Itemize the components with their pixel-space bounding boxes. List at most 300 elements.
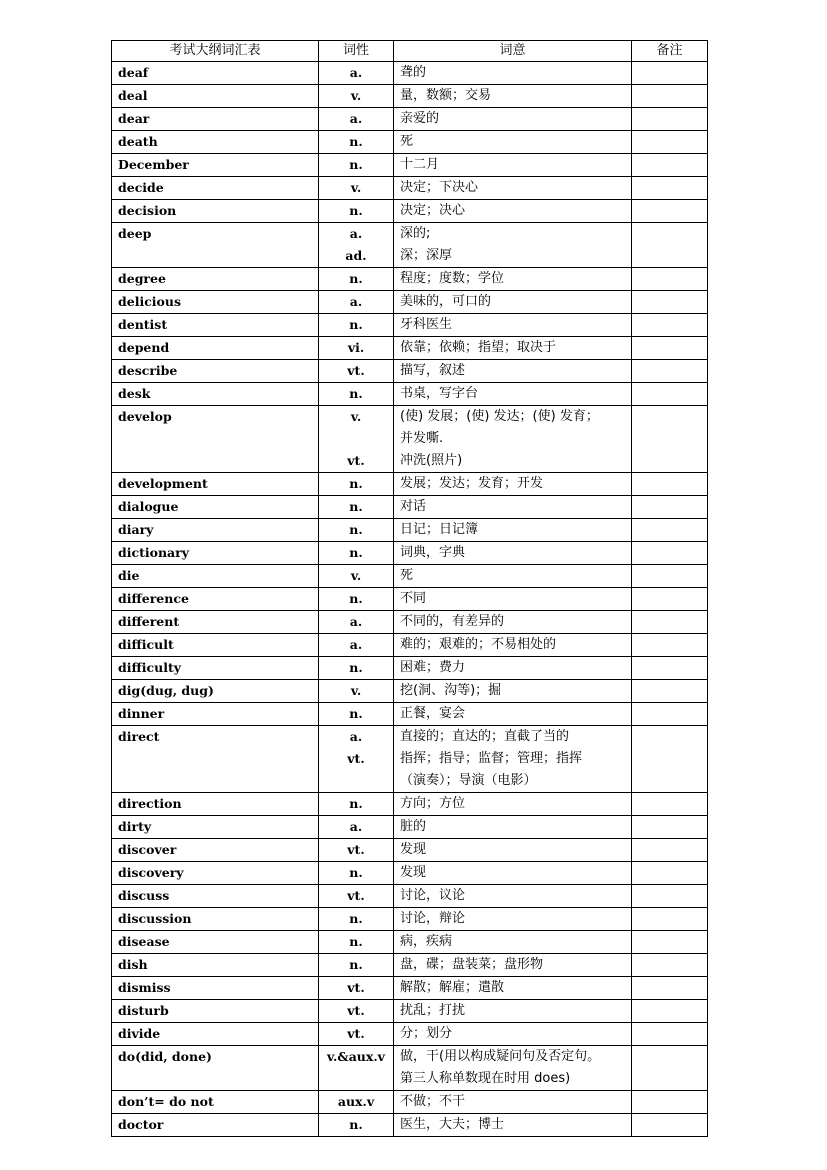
meaning: 挖(洞、沟等)；掘 [400,683,502,698]
meaning-cell [394,1046,632,1091]
table-row [112,473,708,496]
meaning: 书桌，写字台 [400,386,479,401]
meaning: 正餐，宴会 [400,706,466,721]
table-row [112,954,708,977]
vocab-word: death [112,131,319,154]
table-body [112,62,708,1137]
part-of-speech-cell [319,131,394,154]
meaning-cell [394,268,632,291]
vocab-word: divide [112,1023,319,1046]
vocab-word: diary [112,519,319,542]
meaning: 病，疾病 [400,934,453,949]
meaning: 不同 [400,591,427,606]
part-of-speech: vt. [347,1026,365,1041]
table-row [112,360,708,383]
vocab-word: discuss [112,885,319,908]
table-row [112,85,708,108]
vocab-word: discovery [112,862,319,885]
meaning-cell [394,908,632,931]
meaning: 冲洗(照片) [400,453,463,468]
vocab-word: dialogue [112,496,319,519]
note-cell [632,565,708,588]
meaning: 难的；艰难的；不易相处的 [400,637,557,652]
part-of-speech: n. [349,796,363,811]
part-of-speech-cell [319,703,394,726]
part-of-speech: vt. [347,751,365,766]
part-of-speech-cell [319,908,394,931]
part-of-speech-cell [319,383,394,406]
table-row [112,223,708,268]
part-of-speech: vt. [347,888,365,903]
meaning: 方向；方位 [400,796,466,811]
part-of-speech-cell [319,680,394,703]
table-row [112,611,708,634]
part-of-speech-cell [319,588,394,611]
note-cell [632,703,708,726]
meaning-cell [394,657,632,680]
table-row [112,634,708,657]
part-of-speech-cell [319,931,394,954]
meaning: 对话 [400,499,427,514]
meaning: 扰乱；打扰 [400,1003,466,1018]
meaning-cell [394,154,632,177]
part-of-speech: n. [349,522,363,537]
meaning-cell [394,360,632,383]
part-of-speech: a. [349,65,363,80]
part-of-speech-cell [319,542,394,565]
part-of-speech-cell [319,154,394,177]
meaning-cell [394,954,632,977]
vocab-word: dinner [112,703,319,726]
part-of-speech: n. [349,706,363,721]
part-of-speech [325,428,387,450]
table-row [112,177,708,200]
header-pos: 词性 [319,41,394,62]
note-cell [632,519,708,542]
meaning-cell [394,977,632,1000]
vocab-word: delicious [112,291,319,314]
meaning-cell [394,85,632,108]
table-header-row [112,41,708,62]
meaning-cell [394,1023,632,1046]
table-row [112,680,708,703]
note-cell [632,793,708,816]
part-of-speech-cell [319,1091,394,1114]
meaning-cell [394,726,632,793]
part-of-speech-cell [319,839,394,862]
part-of-speech-cell [319,85,394,108]
part-of-speech-cell [319,816,394,839]
part-of-speech: n. [349,499,363,514]
vocab-word: dentist [112,314,319,337]
meaning: 牙科医生 [400,317,453,332]
table-row [112,1023,708,1046]
part-of-speech-cell [319,634,394,657]
meaning: 死 [400,134,414,149]
meaning: 做，干(用以构成疑问句及否定句。 [400,1049,601,1064]
part-of-speech-cell [319,108,394,131]
part-of-speech: n. [349,660,363,675]
meaning-cell [394,816,632,839]
meaning-cell [394,680,632,703]
note-cell [632,473,708,496]
meaning: 量，数额；交易 [400,88,492,103]
meaning: 十二月 [400,157,440,172]
table-row [112,839,708,862]
vocab-word: deep [112,223,319,268]
table-row [112,383,708,406]
vocab-word: difference [112,588,319,611]
part-of-speech-cell [319,862,394,885]
table-row [112,793,708,816]
meaning: 不做；不干 [400,1094,466,1109]
note-cell [632,862,708,885]
meaning: 决定；下决心 [400,180,479,195]
note-cell [632,588,708,611]
vocab-word: depend [112,337,319,360]
part-of-speech-cell [319,519,394,542]
table-row [112,337,708,360]
part-of-speech: v.&aux.v [327,1049,385,1064]
part-of-speech-cell [319,200,394,223]
meaning-cell [394,793,632,816]
meaning: 第三人称单数现在时用 does) [400,1071,571,1086]
meaning-cell [394,291,632,314]
note-cell [632,131,708,154]
meaning-cell [394,839,632,862]
vocab-word: don’t= do not [112,1091,319,1114]
part-of-speech-cell [319,885,394,908]
part-of-speech-cell [319,291,394,314]
vocab-word: different [112,611,319,634]
meaning: 词典，字典 [400,545,466,560]
note-cell [632,85,708,108]
table-row [112,200,708,223]
part-of-speech-cell [319,62,394,85]
note-cell [632,200,708,223]
meaning: 讨论，议论 [400,888,466,903]
part-of-speech: a. [349,111,363,126]
meaning: 聋的 [400,65,427,80]
meaning-cell [394,542,632,565]
part-of-speech: vt. [347,453,365,468]
meaning: 指挥；指导；监督；管理；指挥 [400,751,583,766]
note-cell [632,634,708,657]
part-of-speech-cell [319,268,394,291]
part-of-speech-cell [319,977,394,1000]
note-cell [632,680,708,703]
vocab-word: difficult [112,634,319,657]
part-of-speech-cell [319,657,394,680]
table-row [112,268,708,291]
part-of-speech: n. [349,386,363,401]
vocab-word: desk [112,383,319,406]
vocab-word: describe [112,360,319,383]
table-row [112,406,708,473]
part-of-speech: vi. [347,340,365,355]
meaning: 决定；决心 [400,203,466,218]
meaning-cell [394,406,632,473]
table-row [112,291,708,314]
table-row [112,1114,708,1137]
part-of-speech: v. [350,180,362,195]
meaning: 深；深厚 [400,248,453,263]
part-of-speech: a. [349,226,363,241]
vocab-word: December [112,154,319,177]
part-of-speech: n. [349,157,363,172]
part-of-speech: a. [349,637,363,652]
meaning-cell [394,383,632,406]
meaning: 盘，碟；盘装菜；盘形物 [400,957,544,972]
note-cell [632,726,708,793]
header-meaning: 词意 [394,41,632,62]
meaning-cell [394,1091,632,1114]
vocab-word: discussion [112,908,319,931]
meaning: (使) 发展；(使) 发达；(使) 发育； [400,409,599,424]
vocab-word: die [112,565,319,588]
part-of-speech: vt. [347,1003,365,1018]
meaning: 讨论，辩论 [400,911,466,926]
part-of-speech: a. [349,614,363,629]
part-of-speech-cell [319,565,394,588]
vocabulary-table [111,40,708,1137]
vocab-word: develop [112,406,319,473]
part-of-speech [325,770,387,792]
meaning: 发现 [400,865,427,880]
table-row [112,154,708,177]
part-of-speech: n. [349,317,363,332]
table-row [112,108,708,131]
note-cell [632,337,708,360]
vocab-word: dish [112,954,319,977]
table-row [112,62,708,85]
note-cell [632,360,708,383]
part-of-speech: a. [349,729,363,744]
meaning: 脏的 [400,819,427,834]
meaning-cell [394,223,632,268]
meaning: 描写，叙述 [400,363,466,378]
table-row [112,703,708,726]
part-of-speech-cell [319,360,394,383]
vocab-word: do(did, done) [112,1046,319,1091]
table-row [112,1000,708,1023]
table-row [112,565,708,588]
part-of-speech-cell [319,611,394,634]
table-row [112,496,708,519]
part-of-speech: n. [349,271,363,286]
table-row [112,1091,708,1114]
meaning: 医生，大夫；博士 [400,1117,505,1132]
meaning: 依靠；依赖；指望；取决于 [400,340,557,355]
table-row [112,314,708,337]
meaning: 日记；日记簿 [400,522,479,537]
note-cell [632,108,708,131]
note-cell [632,931,708,954]
header-note: 备注 [632,41,708,62]
meaning-cell [394,519,632,542]
note-cell [632,1046,708,1091]
meaning-cell [394,885,632,908]
table-row [112,657,708,680]
note-cell [632,611,708,634]
part-of-speech: n. [349,865,363,880]
meaning: 解散；解雇；遣散 [400,980,505,995]
part-of-speech: n. [349,476,363,491]
part-of-speech-cell [319,314,394,337]
part-of-speech: n. [349,134,363,149]
note-cell [632,383,708,406]
part-of-speech: v. [350,683,362,698]
table-row [112,908,708,931]
table-row [112,726,708,793]
part-of-speech: aux.v [337,1094,375,1109]
note-cell [632,839,708,862]
note-cell [632,1091,708,1114]
vocab-word: dirty [112,816,319,839]
table-row [112,977,708,1000]
part-of-speech-cell [319,954,394,977]
meaning-cell [394,200,632,223]
vocab-word: deaf [112,62,319,85]
meaning-cell [394,62,632,85]
part-of-speech: v. [350,568,362,583]
part-of-speech-cell [319,496,394,519]
note-cell [632,496,708,519]
vocab-word: doctor [112,1114,319,1137]
meaning-cell [394,611,632,634]
note-cell [632,154,708,177]
part-of-speech: n. [349,1117,363,1132]
vocab-word: discover [112,839,319,862]
part-of-speech: a. [349,819,363,834]
meaning-cell [394,588,632,611]
part-of-speech: n. [349,934,363,949]
part-of-speech-cell [319,1046,394,1091]
meaning-cell [394,131,632,154]
note-cell [632,816,708,839]
part-of-speech: n. [349,911,363,926]
table-row [112,588,708,611]
table-row [112,931,708,954]
note-cell [632,314,708,337]
vocab-word: decision [112,200,319,223]
meaning: 不同的，有差异的 [400,614,505,629]
part-of-speech: a. [349,294,363,309]
meaning: 程度；度数；学位 [400,271,505,286]
meaning-cell [394,703,632,726]
meaning-cell [394,1114,632,1137]
vocab-word: deal [112,85,319,108]
note-cell [632,268,708,291]
table-row [112,1046,708,1091]
part-of-speech-cell [319,223,394,268]
note-cell [632,977,708,1000]
vocab-word: difficulty [112,657,319,680]
vocab-word: dig(dug, dug) [112,680,319,703]
meaning: 并发嘶. [400,431,444,446]
part-of-speech: v. [350,409,362,424]
part-of-speech: v. [350,88,362,103]
part-of-speech-cell [319,1114,394,1137]
vocab-word: dear [112,108,319,131]
meaning-cell [394,177,632,200]
table-row [112,542,708,565]
part-of-speech: vt. [347,363,365,378]
meaning-cell [394,108,632,131]
meaning-cell [394,314,632,337]
note-cell [632,62,708,85]
part-of-speech-cell [319,1023,394,1046]
note-cell [632,291,708,314]
note-cell [632,223,708,268]
part-of-speech-cell [319,726,394,793]
meaning-cell [394,931,632,954]
meaning: 困难；费力 [400,660,466,675]
note-cell [632,1023,708,1046]
note-cell [632,177,708,200]
note-cell [632,542,708,565]
meaning: 直接的；直达的；直截了当的 [400,729,570,744]
part-of-speech-cell [319,473,394,496]
meaning: 死 [400,568,414,583]
vocab-word: direct [112,726,319,793]
meaning: 亲爱的 [400,111,440,126]
header-word: 考试大纲词汇表 [112,41,319,62]
table-row [112,519,708,542]
part-of-speech: vt. [347,842,365,857]
vocab-word: dismiss [112,977,319,1000]
meaning-cell [394,1000,632,1023]
part-of-speech: vt. [347,980,365,995]
table-row [112,131,708,154]
part-of-speech: n. [349,545,363,560]
note-cell [632,406,708,473]
part-of-speech-cell [319,406,394,473]
meaning: 深的; [400,226,431,241]
note-cell [632,657,708,680]
part-of-speech-cell [319,337,394,360]
table-row [112,816,708,839]
vocab-word: disease [112,931,319,954]
part-of-speech: n. [349,203,363,218]
note-cell [632,1000,708,1023]
meaning-cell [394,565,632,588]
vocab-word: degree [112,268,319,291]
part-of-speech-cell [319,1000,394,1023]
vocab-word: disturb [112,1000,319,1023]
meaning-cell [394,634,632,657]
meaning: 分；划分 [400,1026,453,1041]
meaning-cell [394,862,632,885]
meaning: （演奏）；导演（电影） [400,773,537,788]
table-row [112,862,708,885]
meaning-cell [394,473,632,496]
part-of-speech: ad. [345,248,367,263]
part-of-speech-cell [319,177,394,200]
meaning-cell [394,496,632,519]
part-of-speech: n. [349,591,363,606]
note-cell [632,908,708,931]
vocab-word: direction [112,793,319,816]
meaning: 发展；发达；发育；开发 [400,476,544,491]
vocab-word: decide [112,177,319,200]
table-row [112,885,708,908]
part-of-speech-cell [319,793,394,816]
meaning: 发现 [400,842,427,857]
part-of-speech: n. [349,957,363,972]
vocab-word: dictionary [112,542,319,565]
note-cell [632,1114,708,1137]
